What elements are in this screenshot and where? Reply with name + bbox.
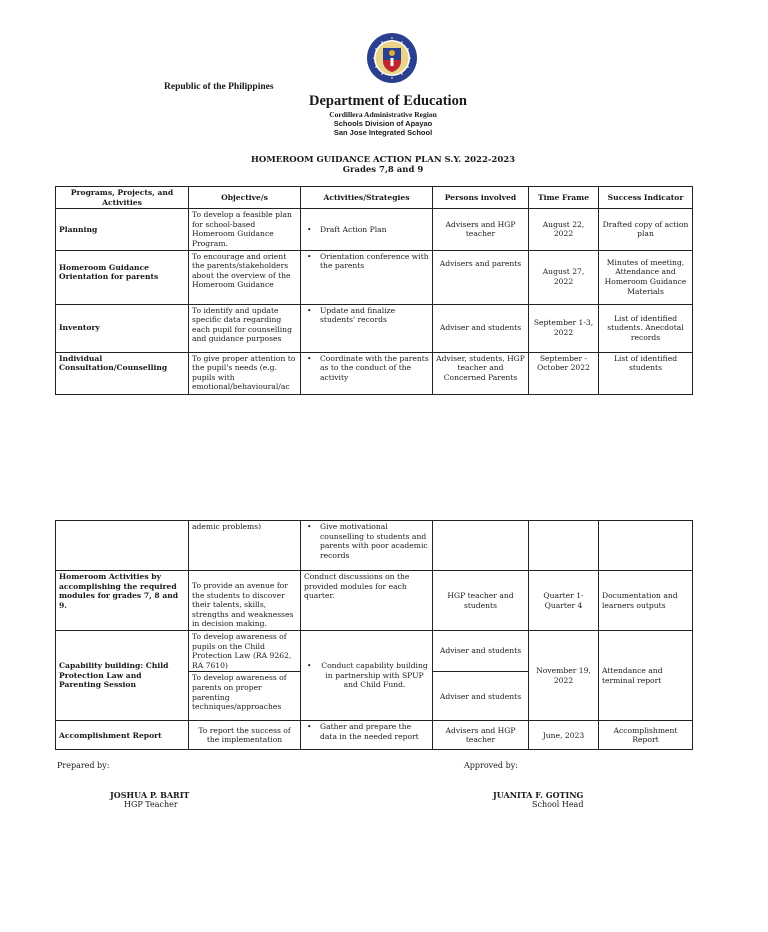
objective-cell: To encourage and orient the parents/stakeholders about the overview of the Homeroom Guidance bbox=[189, 250, 301, 304]
action-plan-table-page2 bbox=[55, 520, 693, 750]
table-row bbox=[56, 571, 693, 631]
table-row bbox=[56, 209, 693, 250]
prepared-by-name: JOSHUA P. BARIT bbox=[110, 790, 190, 800]
activity-bullet: • Draft Action Plan bbox=[304, 225, 429, 235]
persons-cell: Advisers and HGP teacher bbox=[433, 209, 529, 250]
objective-cell: To identify and update specific data regarding each pupil for counselling and guidance purposes bbox=[189, 304, 301, 352]
time-cell: September 1-3, 2022 bbox=[529, 304, 599, 352]
table-row bbox=[56, 631, 693, 672]
header-time-frame: Time Frame bbox=[529, 187, 599, 209]
republic-heading: Republic of the Philippines bbox=[164, 82, 274, 92]
program-cell: Individual Consultation/Counselling bbox=[56, 352, 189, 394]
activity-bullet: • Update and finalize students' records bbox=[304, 306, 429, 325]
program-cell: Planning bbox=[56, 209, 189, 250]
plan-title: HOMEROOM GUIDANCE ACTION PLAN S.Y. 2022-2023 bbox=[250, 155, 516, 165]
objective-cell: To report the success of the implementation bbox=[189, 721, 301, 750]
indicator-cell: Minutes of meeting, Attendance and Homeroom Guidance Materials bbox=[599, 250, 693, 304]
indicator-cell: Accomplishment Report bbox=[599, 721, 693, 750]
persons-cell: Advisers and HGP teacher bbox=[433, 721, 529, 750]
deped-seal-logo bbox=[366, 32, 418, 84]
indicator-cell: List of identified students bbox=[599, 352, 693, 394]
header-persons: Persons involved bbox=[433, 187, 529, 209]
time-cell: September - October 2022 bbox=[529, 352, 599, 394]
department-heading: Department of Education bbox=[309, 93, 467, 109]
objective-cell: To develop a feasible plan for school-based Homeroom Guidance Program. bbox=[189, 209, 301, 250]
program-cell: Inventory bbox=[56, 304, 189, 352]
region-line: Cordillera Administrative Region bbox=[329, 110, 437, 119]
time-cell: Quarter 1-Quarter 4 bbox=[529, 571, 599, 631]
program-cell: Homeroom Activities by accomplishing the required modules for grades 7, 8 and 9. bbox=[56, 571, 189, 631]
time-cell: August 27, 2022 bbox=[529, 250, 599, 304]
activity-bullet: • Coordinate with the parents as to the conduct of the activity bbox=[304, 354, 429, 383]
persons-cell: Adviser and students bbox=[433, 631, 529, 672]
program-cell: Homeroom Guidance Orientation for parents bbox=[56, 250, 189, 304]
school-line: San Jose Integrated School bbox=[333, 128, 433, 137]
approved-by-title: School Head bbox=[532, 800, 584, 809]
prepared-by-title: HGP Teacher bbox=[124, 800, 178, 809]
activity-bullet: • Gather and prepare the data in the needed report bbox=[304, 722, 429, 741]
time-cell: November 19, 2022 bbox=[529, 631, 599, 721]
header-success-indicator: Success Indicator bbox=[599, 187, 693, 209]
indicator-cell: Documentation and learners outputs bbox=[599, 571, 693, 631]
activity-cell bbox=[301, 304, 433, 352]
activity-cell bbox=[301, 521, 433, 571]
table-row bbox=[56, 304, 693, 352]
table-header-row bbox=[56, 187, 693, 209]
header-objectives: Objective/s bbox=[189, 187, 301, 209]
persons-cell: Adviser and students bbox=[433, 672, 529, 721]
table-row bbox=[56, 521, 693, 571]
indicator-cell: Attendance and terminal report bbox=[599, 631, 693, 721]
action-plan-table-page1 bbox=[55, 186, 693, 395]
indicator-cell: List of identified students. Anecdotal records bbox=[599, 304, 693, 352]
activity-cell bbox=[301, 250, 433, 304]
header-activities: Activities/Strategies bbox=[301, 187, 433, 209]
table-row bbox=[56, 352, 693, 394]
activity-cell: Conduct discussions on the provided modules for each quarter. bbox=[301, 571, 433, 631]
time-cell: June, 2023 bbox=[529, 721, 599, 750]
persons-cell: Adviser, students, HGP teacher and Concerned Parents bbox=[433, 352, 529, 394]
activity-bullet: • Conduct capability building in partnership with SPUP and Child Fund. bbox=[304, 661, 429, 690]
table-row bbox=[56, 721, 693, 750]
persons-cell: Advisers and parents bbox=[433, 250, 529, 304]
indicator-cell bbox=[599, 521, 693, 571]
objective-cell: To provide an avenue for the students to discover their talents, skills, strengths and weaknesses in decision making. bbox=[189, 571, 301, 631]
time-cell bbox=[529, 521, 599, 571]
time-cell: August 22, 2022 bbox=[529, 209, 599, 250]
approved-by-label: Approved by: bbox=[464, 761, 518, 770]
activity-cell bbox=[301, 209, 433, 250]
persons-cell: HGP teacher and students bbox=[433, 571, 529, 631]
program-cell: Accomplishment Report bbox=[56, 721, 189, 750]
division-line: Schools Division of Apayao bbox=[333, 119, 433, 128]
prepared-by-label: Prepared by: bbox=[57, 761, 110, 770]
activity-cell bbox=[301, 721, 433, 750]
indicator-cell: Drafted copy of action plan bbox=[599, 209, 693, 250]
program-cell bbox=[56, 521, 189, 571]
objective-cell: To develop awareness of parents on proper parenting techniques/approaches bbox=[189, 672, 301, 721]
table-row bbox=[56, 250, 693, 304]
objective-cell: To give proper attention to the pupil's needs (e.g. pupils with emotional/behavioural/ac bbox=[189, 352, 301, 394]
activity-cell bbox=[301, 631, 433, 721]
activity-bullet: • Orientation conference with the parents bbox=[304, 252, 429, 271]
header-programs: Programs, Projects, and Activities bbox=[56, 187, 189, 209]
persons-cell: Adviser and students bbox=[433, 304, 529, 352]
persons-cell bbox=[433, 521, 529, 571]
objective-cell: To develop awareness of pupils on the Child Protection Law (RA 9262, RA 7610) bbox=[189, 631, 301, 672]
plan-grades: Grades 7,8 and 9 bbox=[342, 165, 424, 175]
program-cell: Capability building: Child Protection Law and Parenting Session bbox=[56, 631, 189, 721]
objective-cell: ademic problems) bbox=[189, 521, 301, 571]
activity-bullet: • Give motivational counselling to students and parents with poor academic records bbox=[304, 522, 429, 560]
approved-by-name: JUANITA F. GOTING bbox=[493, 790, 584, 800]
activity-cell bbox=[301, 352, 433, 394]
